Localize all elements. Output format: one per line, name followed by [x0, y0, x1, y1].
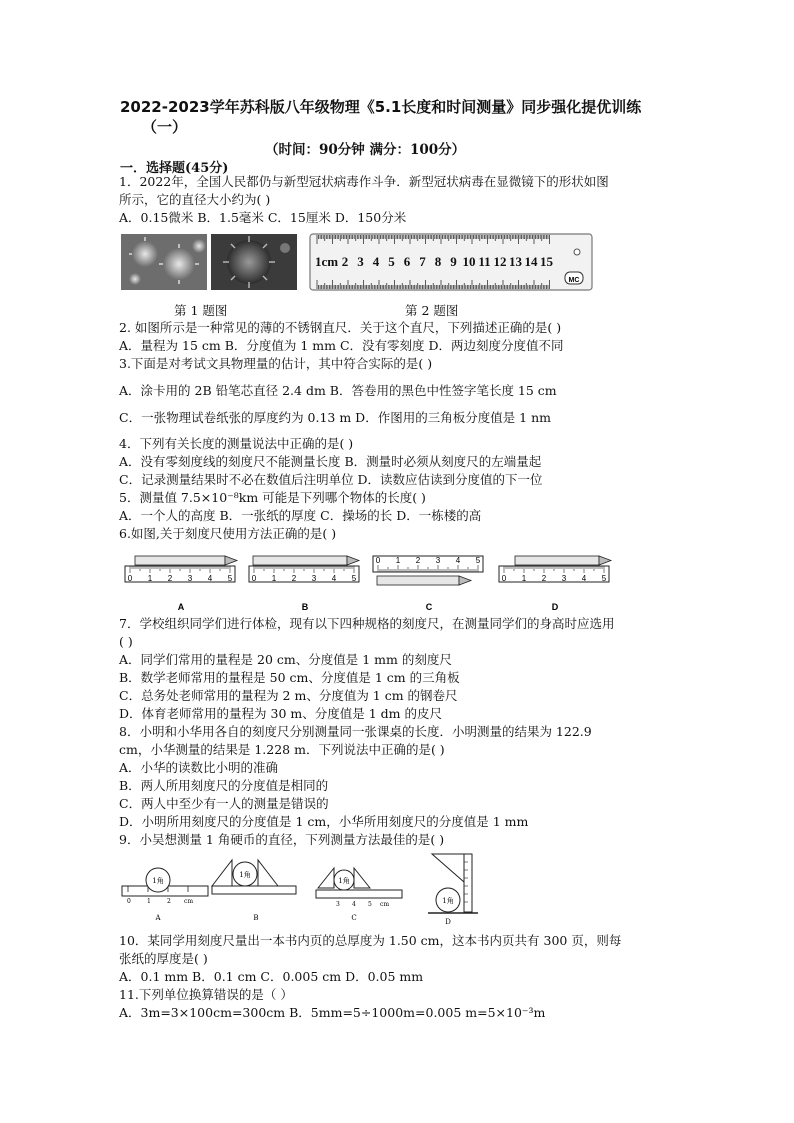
- q6-tick-a-2: 2: [167, 574, 173, 583]
- q6-tick-b-3: 3: [311, 574, 317, 583]
- title-line-1: 2022-2023学年苏科版八年级物理《5.1长度和时间测量》同步强化提优训练: [120, 98, 642, 116]
- q11-options-ab: A．3m=3×100cm=300cm B．5mm=5÷1000m=0.005 m=5×10⁻³m: [119, 1005, 546, 1020]
- q9-option-b-diagram: [212, 860, 296, 922]
- q8-line-1: 8．小明和小华用各自的刻度尺分别测量同一张课桌的长度．小明测量的结果为 122.9: [119, 724, 592, 739]
- ruler-number-14: 14: [524, 254, 538, 269]
- q6-tick-a-5: 5: [227, 574, 233, 583]
- ruler-number-11: 11: [478, 254, 491, 269]
- ruler-number-6: 6: [403, 254, 411, 269]
- q9a-tick-unit: cm: [184, 898, 194, 905]
- q6-tick-a-0: 0: [127, 574, 133, 583]
- q6-tick-c-1: 1: [395, 556, 401, 565]
- ruler-brand-mark: MC: [568, 277, 580, 284]
- q9-option-d-diagram: [428, 854, 478, 926]
- q6-tick-d-3: 3: [561, 574, 567, 583]
- ruler-number-3: 3: [357, 254, 364, 269]
- q9-line-1: 9．小吴想测量 1 角硬币的直径，下列测量方法最佳的是( ): [119, 832, 445, 847]
- q10-line-1: 10．某同学用刻度尺量出一本书内页的总厚度为 1.50 cm，这本书内页共有 300 页，则每: [119, 933, 622, 948]
- q7-option-a: A．同学们常用的量程是 20 cm、分度值是 1 mm 的刻度尺: [119, 652, 452, 667]
- exam-info: （时间：90分钟 满分：100分）: [265, 142, 466, 158]
- q6-tick-b-1: 1: [271, 574, 277, 583]
- ruler-number-4: 4: [372, 254, 380, 269]
- q6-tick-b-0: 0: [251, 574, 257, 583]
- ruler-number-2: 2: [341, 254, 349, 269]
- q5-line-1: 5．测量值 7.5×10⁻⁸km 可能是下列哪个物体的长度( ): [119, 490, 426, 505]
- q4-options-cd: C．记录测量结果时不必在数值后注明单位 D．读数应估读到分度值的下一位: [119, 472, 543, 487]
- ruler-number-13: 13: [509, 254, 522, 269]
- q9a-tick-2: 2: [167, 898, 171, 905]
- q7-option-b: B．数学老师常用的量程是 50 cm、分度值是 1 cm 的三角板: [119, 670, 460, 685]
- q6-tick-b-4: 4: [331, 574, 337, 583]
- q4-line-1: 4．下列有关长度的测量说法中正确的是( ): [119, 436, 354, 451]
- q10-line-2: 张纸的厚度是( ): [119, 951, 208, 966]
- q6-diagram-b: [249, 556, 359, 612]
- ruler-number-10: 10: [462, 254, 476, 269]
- q8-option-b: B．两人所用刻度尺的分度值是相同的: [119, 778, 329, 793]
- title-line-2: （一）: [142, 118, 188, 136]
- ruler-number-5: 5: [388, 254, 395, 269]
- q6-tick-c-0: 0: [375, 556, 381, 565]
- q6-label-c: C: [425, 602, 433, 612]
- q9c-tick-unit: cm: [380, 901, 390, 908]
- q9-option-a-diagram: [122, 868, 208, 922]
- coin-label-c: 1角: [338, 877, 350, 885]
- q6-label-d: D: [551, 602, 559, 612]
- q7-line-2: ( ): [119, 634, 133, 649]
- q3-line-1: 3.下面是对考试文具物理量的估计，其中符合实际的是( ): [119, 356, 433, 371]
- q6-tick-d-2: 2: [541, 574, 547, 583]
- q6-tick-d-4: 4: [581, 574, 587, 583]
- q6-tick-b-2: 2: [291, 574, 297, 583]
- q9-label-d: D: [445, 918, 451, 926]
- q3-options-ab: A．涂卡用的 2B 铅笔芯直径 2.4 dm B．答卷用的黑色中性签字笔长度 15 cm: [119, 383, 557, 398]
- q11-line-1: 11.下列单位换算错误的是（ ）: [119, 987, 293, 1002]
- q9c-tick-4: 4: [352, 901, 356, 908]
- ruler-number-1: 1cm: [314, 254, 339, 269]
- q6-tick-c-4: 4: [455, 556, 461, 565]
- coin-label-b: 1角: [239, 871, 251, 879]
- q6-tick-b-5: 5: [351, 574, 357, 583]
- q7-option-d: D．体育老师常用的量程为 30 m、分度值是 1 dm 的皮尺: [119, 706, 442, 721]
- document-title: [120, 97, 680, 137]
- ruler-number-8: 8: [434, 254, 442, 269]
- q9-label-a: A: [155, 914, 161, 922]
- q6-tick-a-3: 3: [187, 574, 193, 583]
- q1-line-1: 1．2022年，全国人民都仍与新型冠状病毒作斗争．新型冠状病毒在显微镜下的形状如图: [119, 174, 609, 189]
- q2-options: A．量程为 15 cm B．分度值为 1 mm C．没有零刻度 D．两边刻度分度值不同: [119, 338, 564, 353]
- q9c-tick-3: 3: [336, 901, 340, 908]
- q2-line-1: 2. 如图所示是一种常见的薄的不锈钢直尺．关于这个直尺，下列描述正确的是( ): [119, 320, 562, 335]
- q6-diagram-d: [499, 556, 611, 612]
- q6-rulers-figure: [121, 550, 615, 612]
- q6-tick-d-5: 5: [601, 574, 607, 583]
- q7-line-1: 7．学校组织同学们进行体检，现有以下四种规格的刻度尺，在测量同学们的身高时应选用: [119, 616, 615, 631]
- q6-tick-d-1: 1: [521, 574, 527, 583]
- q6-tick-d-0: 0: [501, 574, 507, 583]
- q9-label-b: B: [253, 914, 259, 922]
- q6-diagram-a: [125, 556, 237, 612]
- ruler-number-12: 12: [493, 254, 507, 269]
- q8-option-c: C．两人中至少有一人的测量是错误的: [119, 796, 329, 811]
- q1-line-2: 所示，它的直径大小约为( ): [119, 192, 271, 207]
- q6-line-1: 6.如图,关于刻度尺使用方法正确的是( ): [119, 526, 337, 541]
- section-heading: 一．选择题(45分): [120, 161, 229, 176]
- ruler-number-9: 9: [450, 254, 457, 269]
- ruler-number-7: 7: [419, 254, 426, 269]
- q6-tick-c-2: 2: [415, 556, 421, 565]
- q1-options: A．0.15微米 B．1.5毫米 C．15厘米 D．150分米: [119, 210, 407, 225]
- q10-options: A．0.1 mm B．0.1 cm C．0.005 cm D．0.05 mm: [119, 969, 424, 984]
- q6-tick-a-1: 1: [147, 574, 153, 583]
- q6-label-b: B: [301, 602, 309, 612]
- q6-label-a: A: [177, 602, 185, 612]
- q9a-tick-0: 0: [127, 898, 131, 905]
- fig2-caption: 第 2 题图: [405, 303, 459, 318]
- q8-option-d: D．小明所用刻度尺的分度值是 1 cm，小华所用刻度尺的分度值是 1 mm: [119, 814, 529, 829]
- q9a-tick-1: 1: [147, 898, 151, 905]
- q4-options-ab: A．没有零刻度线的刻度尺不能测量长度 B．测量时必须从刻度尺的左端量起: [119, 454, 542, 469]
- q9-coin-figure: [118, 852, 488, 928]
- coin-label-a: 1角: [152, 877, 164, 885]
- q6-diagram-c: [373, 556, 483, 612]
- q9-label-c: C: [351, 914, 357, 922]
- q9-option-c-diagram: [316, 868, 402, 922]
- ruler-number-15: 15: [540, 254, 553, 269]
- coin-label-d: 1角: [442, 897, 454, 905]
- q7-option-c: C．总务处老师常用的量程为 2 m、分度值为 1 cm 的钢卷尺: [119, 688, 458, 703]
- q8-option-a: A．小华的读数比小明的准确: [119, 760, 279, 775]
- q5-options: A．一个人的高度 B．一张纸的厚度 C．操场的长 D．一栋楼的高: [119, 508, 482, 523]
- q8-line-2: cm，小华测量的结果是 1.228 m．下列说法中正确的是( ): [119, 742, 445, 757]
- q3-options-cd: C．一张物理试卷纸张的厚度约为 0.13 m D．作图用的三角板分度值是 1 nm: [119, 410, 551, 425]
- fig1-caption: 第 1 题图: [174, 303, 228, 318]
- steel-ruler-figure: [309, 233, 593, 291]
- virus-photos: [121, 234, 297, 290]
- q6-tick-c-3: 3: [435, 556, 441, 565]
- q6-tick-a-4: 4: [207, 574, 213, 583]
- q6-tick-c-5: 5: [475, 556, 481, 565]
- q9c-tick-5: 5: [368, 901, 372, 908]
